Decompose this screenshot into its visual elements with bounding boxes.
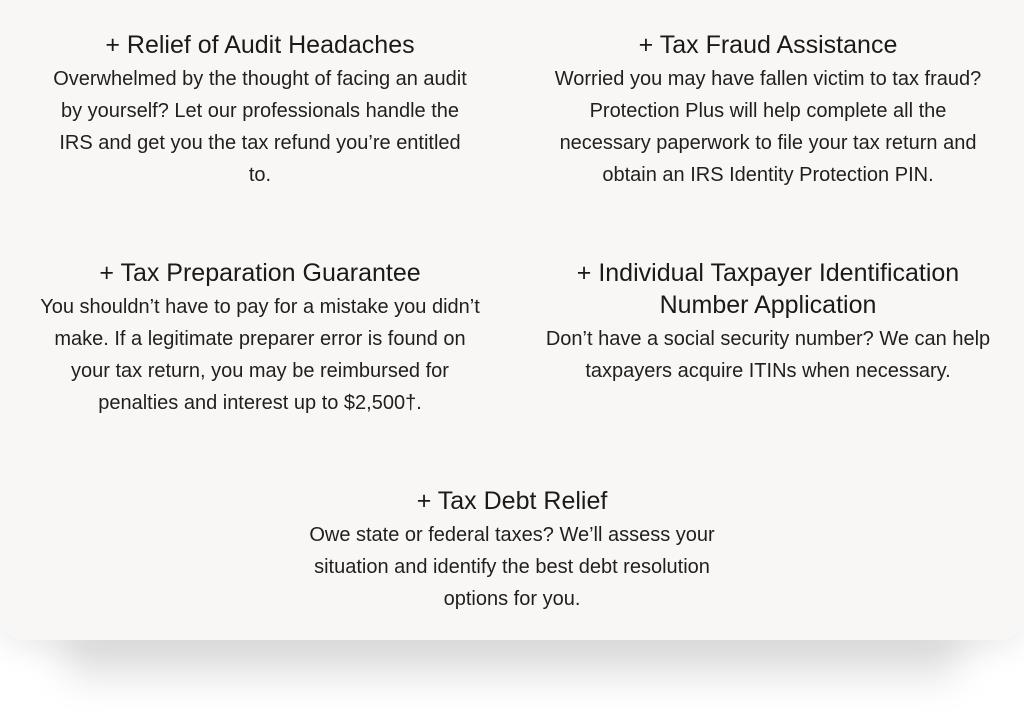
feature-title: + Tax Debt Relief: [416, 487, 608, 515]
feature-audit-relief: [40, 29, 480, 191]
feature-description: Worried you may have fallen victim to tax fraud? Protection Plus will help complete all the necessary paperwork to file your tax return and obtain an IRS Identity Protection PIN.: [554, 68, 982, 186]
feature-description: Owe state or federal taxes? We’ll assess your situation and identify the best debt resolution options for you.: [309, 524, 715, 610]
feature-title: + Individual Taxpayer Identification Number Application: [576, 259, 960, 319]
feature-tax-fraud-assistance: [538, 29, 998, 191]
feature-description: Don’t have a social security number? We can help taxpayers acquire ITINs when necessary.: [545, 328, 991, 382]
feature-description: You shouldn’t have to pay for a mistake you didn’t make. If a legitimate preparer error is found on your tax return, you may be reimbursed for penalties and interest up to $2,500†.: [40, 296, 480, 414]
feature-title: + Tax Preparation Guarantee: [99, 259, 421, 287]
feature-tax-preparation-guarantee: [36, 257, 484, 419]
feature-title: + Relief of Audit Headaches: [105, 31, 415, 59]
feature-tax-debt-relief: [282, 485, 742, 615]
feature-title: + Tax Fraud Assistance: [638, 31, 898, 59]
feature-description: Overwhelmed by the thought of facing an audit by yourself? Let our professionals handle the IRS and get you the tax refund you’re entitled to.: [53, 68, 467, 186]
feature-itin-application: [536, 257, 1000, 387]
